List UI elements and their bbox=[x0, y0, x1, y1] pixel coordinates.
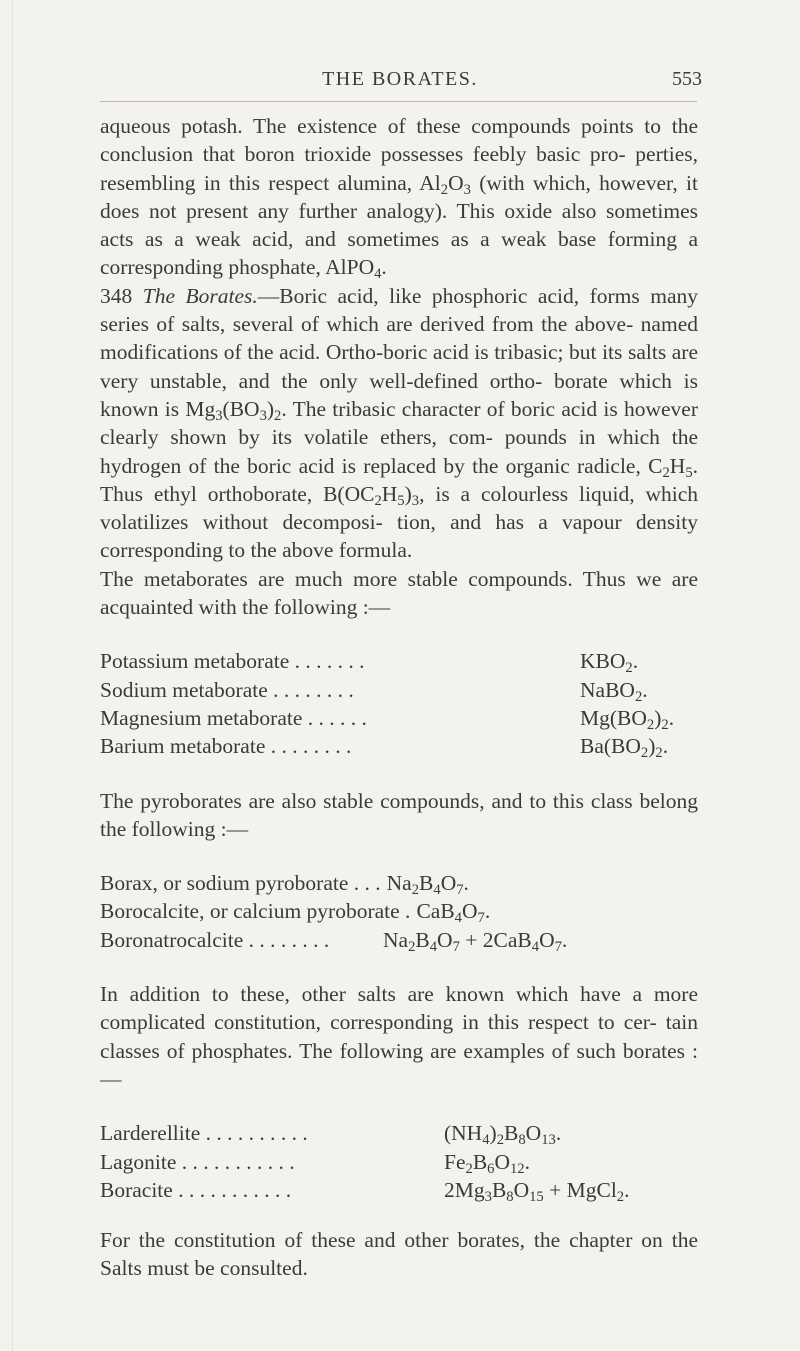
metaborate-row bbox=[100, 732, 698, 760]
compound-name: Magnesium metaborate . . . . . . bbox=[100, 705, 367, 730]
compound-name: Barium metaborate . . . . . . . . bbox=[100, 734, 352, 759]
page-edge-shadow bbox=[12, 0, 13, 1351]
paragraph-final: For the constitution of these and other borates, the chapter on the Salts must be consulted. bbox=[100, 1228, 698, 1281]
compound-name: Boracite . . . . . . . . . . . bbox=[100, 1177, 292, 1202]
compound-name: Borax, or sodium pyroborate . . . bbox=[100, 871, 381, 896]
chemical-formula: $Mg(BO_2)_2$. bbox=[580, 705, 675, 734]
metaborates-table bbox=[100, 647, 698, 760]
chemical-formula: $Fe_2B_6O_{12}$. bbox=[444, 1149, 530, 1177]
chemical-formula: NaBO$_2$. bbox=[580, 677, 648, 705]
complex-borates-table bbox=[100, 1119, 698, 1204]
pyroborates-table bbox=[100, 869, 698, 954]
compound-name: Boronatrocalcite . . . . . . . . bbox=[100, 927, 330, 952]
metaborate-row bbox=[100, 647, 698, 675]
chemical-formula: $2Mg_3B_8O_{15}$ + MgCl$_2$. bbox=[444, 1177, 630, 1205]
chemical-formula: $Na_2B_4O_7$. bbox=[386, 871, 469, 899]
chemical-formula: $(NH_4)_2B_8O_{13}$. bbox=[444, 1121, 562, 1149]
page-header bbox=[0, 68, 800, 108]
paragraph-alumina: aqueous potash. The existence of these compounds points to the conclusion that boron trioxide possesses feebly basic pro- perties, resembling in this respect alumina, $Al_2O_3$ (with which, however, it does not present any further analogy). This oxide also sometimes acts as a weak acid, and sometimes as a weak base forming a corresponding phosphate, AlPO$_4$. bbox=[100, 114, 698, 283]
paragraph-metaborates: The metaborates are much more stable compounds. Thus we are acquainted with the following :— bbox=[100, 566, 698, 620]
paragraph-complex-borates: In addition to these, other salts are known which have a more complicated constitution, corresponding in this respect to cer- tain classes of phosphates. The following are examples of such borates :— bbox=[100, 982, 698, 1091]
page-number: 553 bbox=[672, 68, 702, 90]
section-number: 348 bbox=[100, 283, 143, 308]
running-title: THE BORATES. bbox=[322, 68, 478, 90]
compound-name: Lagonite . . . . . . . . . . . bbox=[100, 1149, 295, 1174]
metaborate-row bbox=[100, 676, 698, 704]
pyroborate-row bbox=[100, 869, 698, 897]
pyroborate-row bbox=[100, 926, 698, 954]
compound-name: Potassium metaborate . . . . . . . bbox=[100, 649, 365, 674]
paragraph-pyroborates: The pyroborates are also stable compounds, and to this class belong the following :— bbox=[100, 788, 698, 841]
chemical-formula: $Na_2B_4O_7 + 2CaB_4O_7$. bbox=[383, 927, 568, 955]
compound-name: Larderellite . . . . . . . . . . bbox=[100, 1121, 308, 1146]
complex-borate-row bbox=[100, 1148, 698, 1176]
complex-borate-row bbox=[100, 1119, 698, 1147]
page-body bbox=[100, 112, 698, 1283]
chemical-formula: $KBO_2$. bbox=[580, 649, 639, 677]
compound-name: Sodium metaborate . . . . . . . . bbox=[100, 677, 354, 702]
compound-name: Borocalcite, or calcium pyroborate . bbox=[100, 899, 411, 924]
header-rule bbox=[100, 101, 697, 102]
section-348-paragraph: 348 The Borates.—Boric acid, like phosphoric acid, forms many series of salts, several of which are derived from the above- named modifications of the acid. Ortho-boric acid is tribasic; but its salts are very unstable, and the only well-defined ortho- borate which is known is $Mg_3(BO_3)_2$. The tribasic character of boric acid is however clearly shown by its volatile ethers, com- pounds in which the hydrogen of the boric acid is replaced by the organic radicle, $C_2H_5$. Thus ethyl orthoborate, $B(OC_2H_5)_3$, is a colourless liquid, which volatilizes without decomposi- tion, and has a vapour density corresponding to the above formula. bbox=[100, 283, 699, 563]
section-title: The Borates. bbox=[142, 283, 258, 308]
chemical-formula: $Ba(BO_2)_2$. bbox=[580, 734, 669, 762]
metaborate-row bbox=[100, 704, 698, 732]
chemical-formula: $CaB_4O_7$. bbox=[416, 899, 491, 927]
pyroborate-row bbox=[100, 897, 698, 925]
complex-borate-row bbox=[100, 1176, 698, 1204]
